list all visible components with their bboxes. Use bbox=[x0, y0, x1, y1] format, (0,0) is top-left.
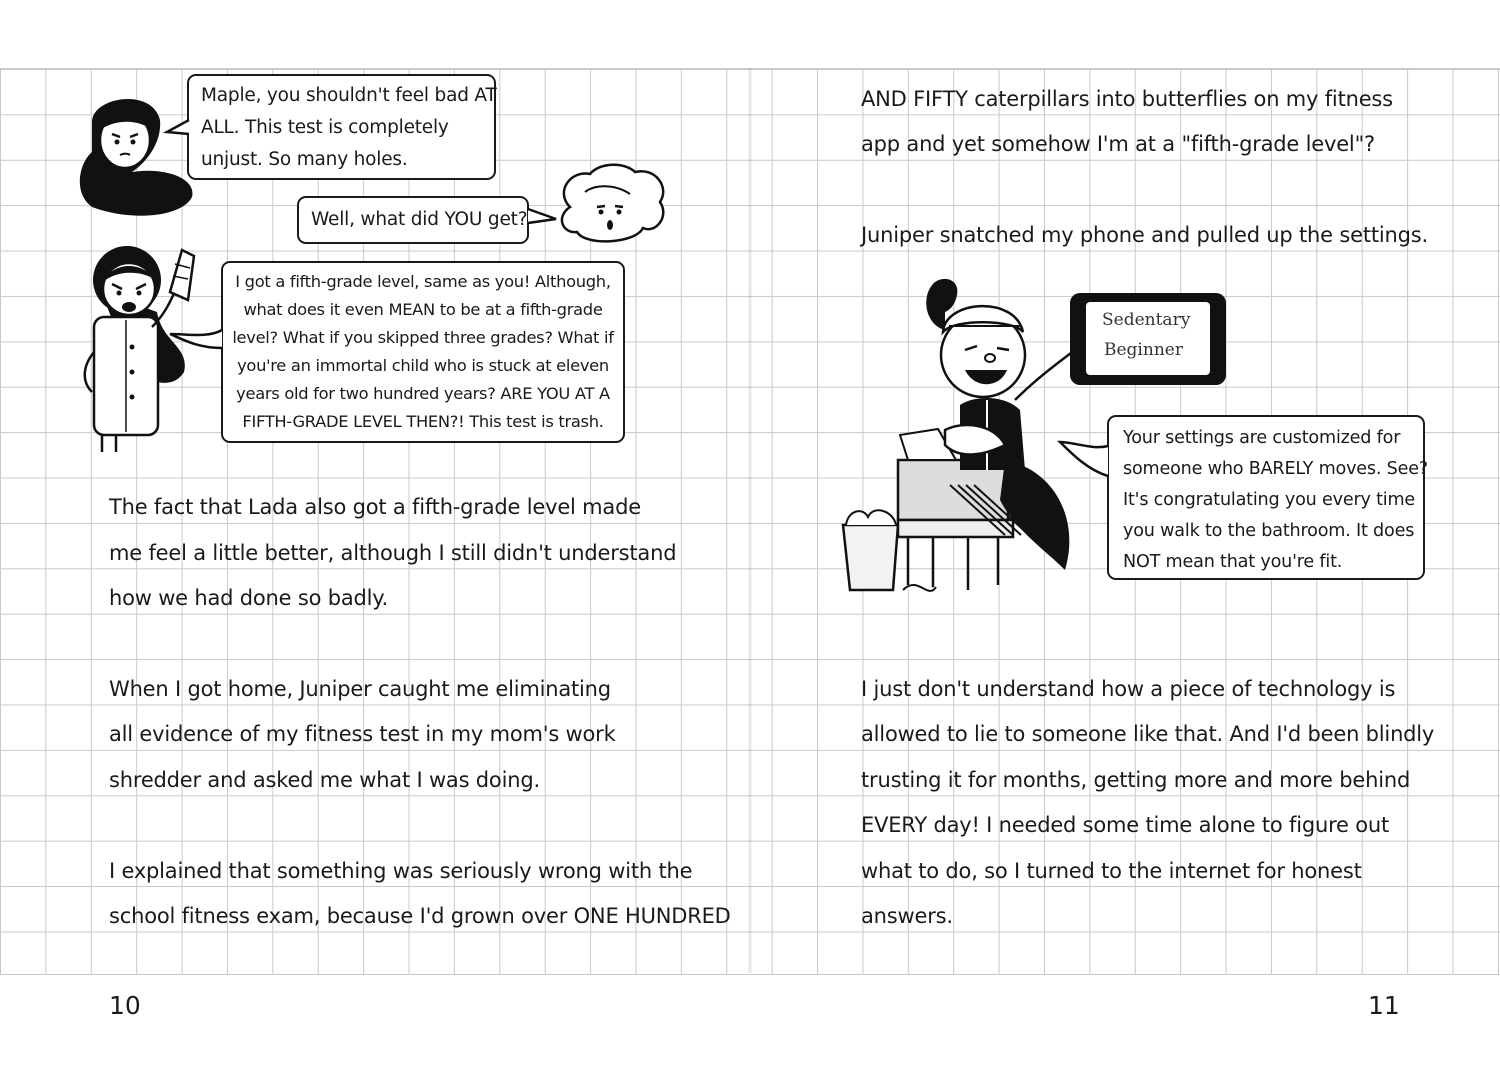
phone-screen-line: Beginner bbox=[1104, 340, 1183, 360]
body-text-line: me feel a little better, although I still didn't understand bbox=[109, 541, 677, 565]
page-number: 11 bbox=[1368, 991, 1400, 1020]
bubble-tail bbox=[168, 326, 224, 354]
bubble-line: Well, what did YOU get? bbox=[311, 209, 528, 230]
body-text-line: all evidence of my fitness test in my mom's work bbox=[109, 722, 616, 746]
body-text-line: app and yet somehow I'm at a "fifth-grade level"? bbox=[861, 132, 1375, 156]
body-text-line: When I got home, Juniper caught me eliminating bbox=[109, 677, 611, 701]
body-text-line: I explained that something was seriously wrong with the bbox=[109, 859, 693, 883]
bubble-line: I got a fifth-grade level, same as you! Although, bbox=[235, 272, 611, 291]
body-text-line: The fact that Lada also got a fifth-grade level made bbox=[109, 495, 641, 519]
curly-hair-kid-illustration bbox=[555, 162, 670, 247]
bubble-line: years old for two hundred years? ARE YOU AT A bbox=[236, 384, 610, 403]
bubble-line: NOT mean that you're fit. bbox=[1123, 552, 1343, 572]
book-gutter bbox=[748, 68, 752, 973]
phone-screen bbox=[1086, 302, 1210, 375]
bubble-line: Maple, you shouldn't feel bad AT bbox=[201, 85, 497, 106]
bubble-line: unjust. So many holes. bbox=[201, 149, 408, 170]
speech-bubble-question bbox=[297, 196, 529, 244]
bubble-line: someone who BARELY moves. See? bbox=[1123, 459, 1429, 479]
body-text-line: EVERY day! I needed some time alone to figure out bbox=[861, 813, 1390, 837]
long-hair-girl-illustration bbox=[72, 82, 202, 222]
bubble-line: level? What if you skipped three grades? What if bbox=[232, 328, 614, 347]
body-text-line: shredder and asked me what I was doing. bbox=[109, 768, 540, 792]
phone-screen-line: Sedentary bbox=[1102, 310, 1191, 330]
body-text-line: school fitness exam, because I'd grown over ONE HUNDRED bbox=[109, 904, 731, 928]
body-text-line: trusting it for months, getting more and more behind bbox=[861, 768, 1411, 792]
bubble-line: you walk to the bathroom. It does bbox=[1123, 521, 1415, 541]
bubble-line: you're an immortal child who is stuck at eleven bbox=[237, 356, 609, 375]
body-text-line: what to do, so I turned to the internet for honest bbox=[861, 859, 1362, 883]
body-text-line: how we had done so badly. bbox=[109, 586, 388, 610]
bubble-line: what does it even MEAN to be at a fifth-grade bbox=[243, 300, 603, 319]
speech-bubble-maple bbox=[187, 74, 496, 180]
body-text-line: answers. bbox=[861, 904, 953, 928]
body-text-line: I just don't understand how a piece of technology is bbox=[861, 677, 1396, 701]
bubble-line: FIFTH-GRADE LEVEL THEN?! This test is trash. bbox=[242, 412, 604, 431]
body-text-line: Juniper snatched my phone and pulled up the settings. bbox=[861, 223, 1428, 247]
body-text-line: allowed to lie to someone like that. And I'd been blindly bbox=[861, 722, 1435, 746]
bubble-line: It's congratulating you every time bbox=[1123, 490, 1416, 510]
phone-illustration bbox=[1070, 293, 1226, 385]
bubble-tail bbox=[1058, 440, 1110, 480]
bubble-line: Your settings are customized for bbox=[1123, 428, 1401, 448]
page-number: 10 bbox=[109, 991, 141, 1020]
body-text-line: AND FIFTY caterpillars into butterflies on my fitness bbox=[861, 87, 1393, 111]
speech-bubble-rant bbox=[221, 261, 625, 443]
bubble-line: ALL. This test is completely bbox=[201, 117, 449, 138]
bubble-tail bbox=[165, 118, 191, 138]
speech-bubble-settings bbox=[1107, 415, 1429, 580]
